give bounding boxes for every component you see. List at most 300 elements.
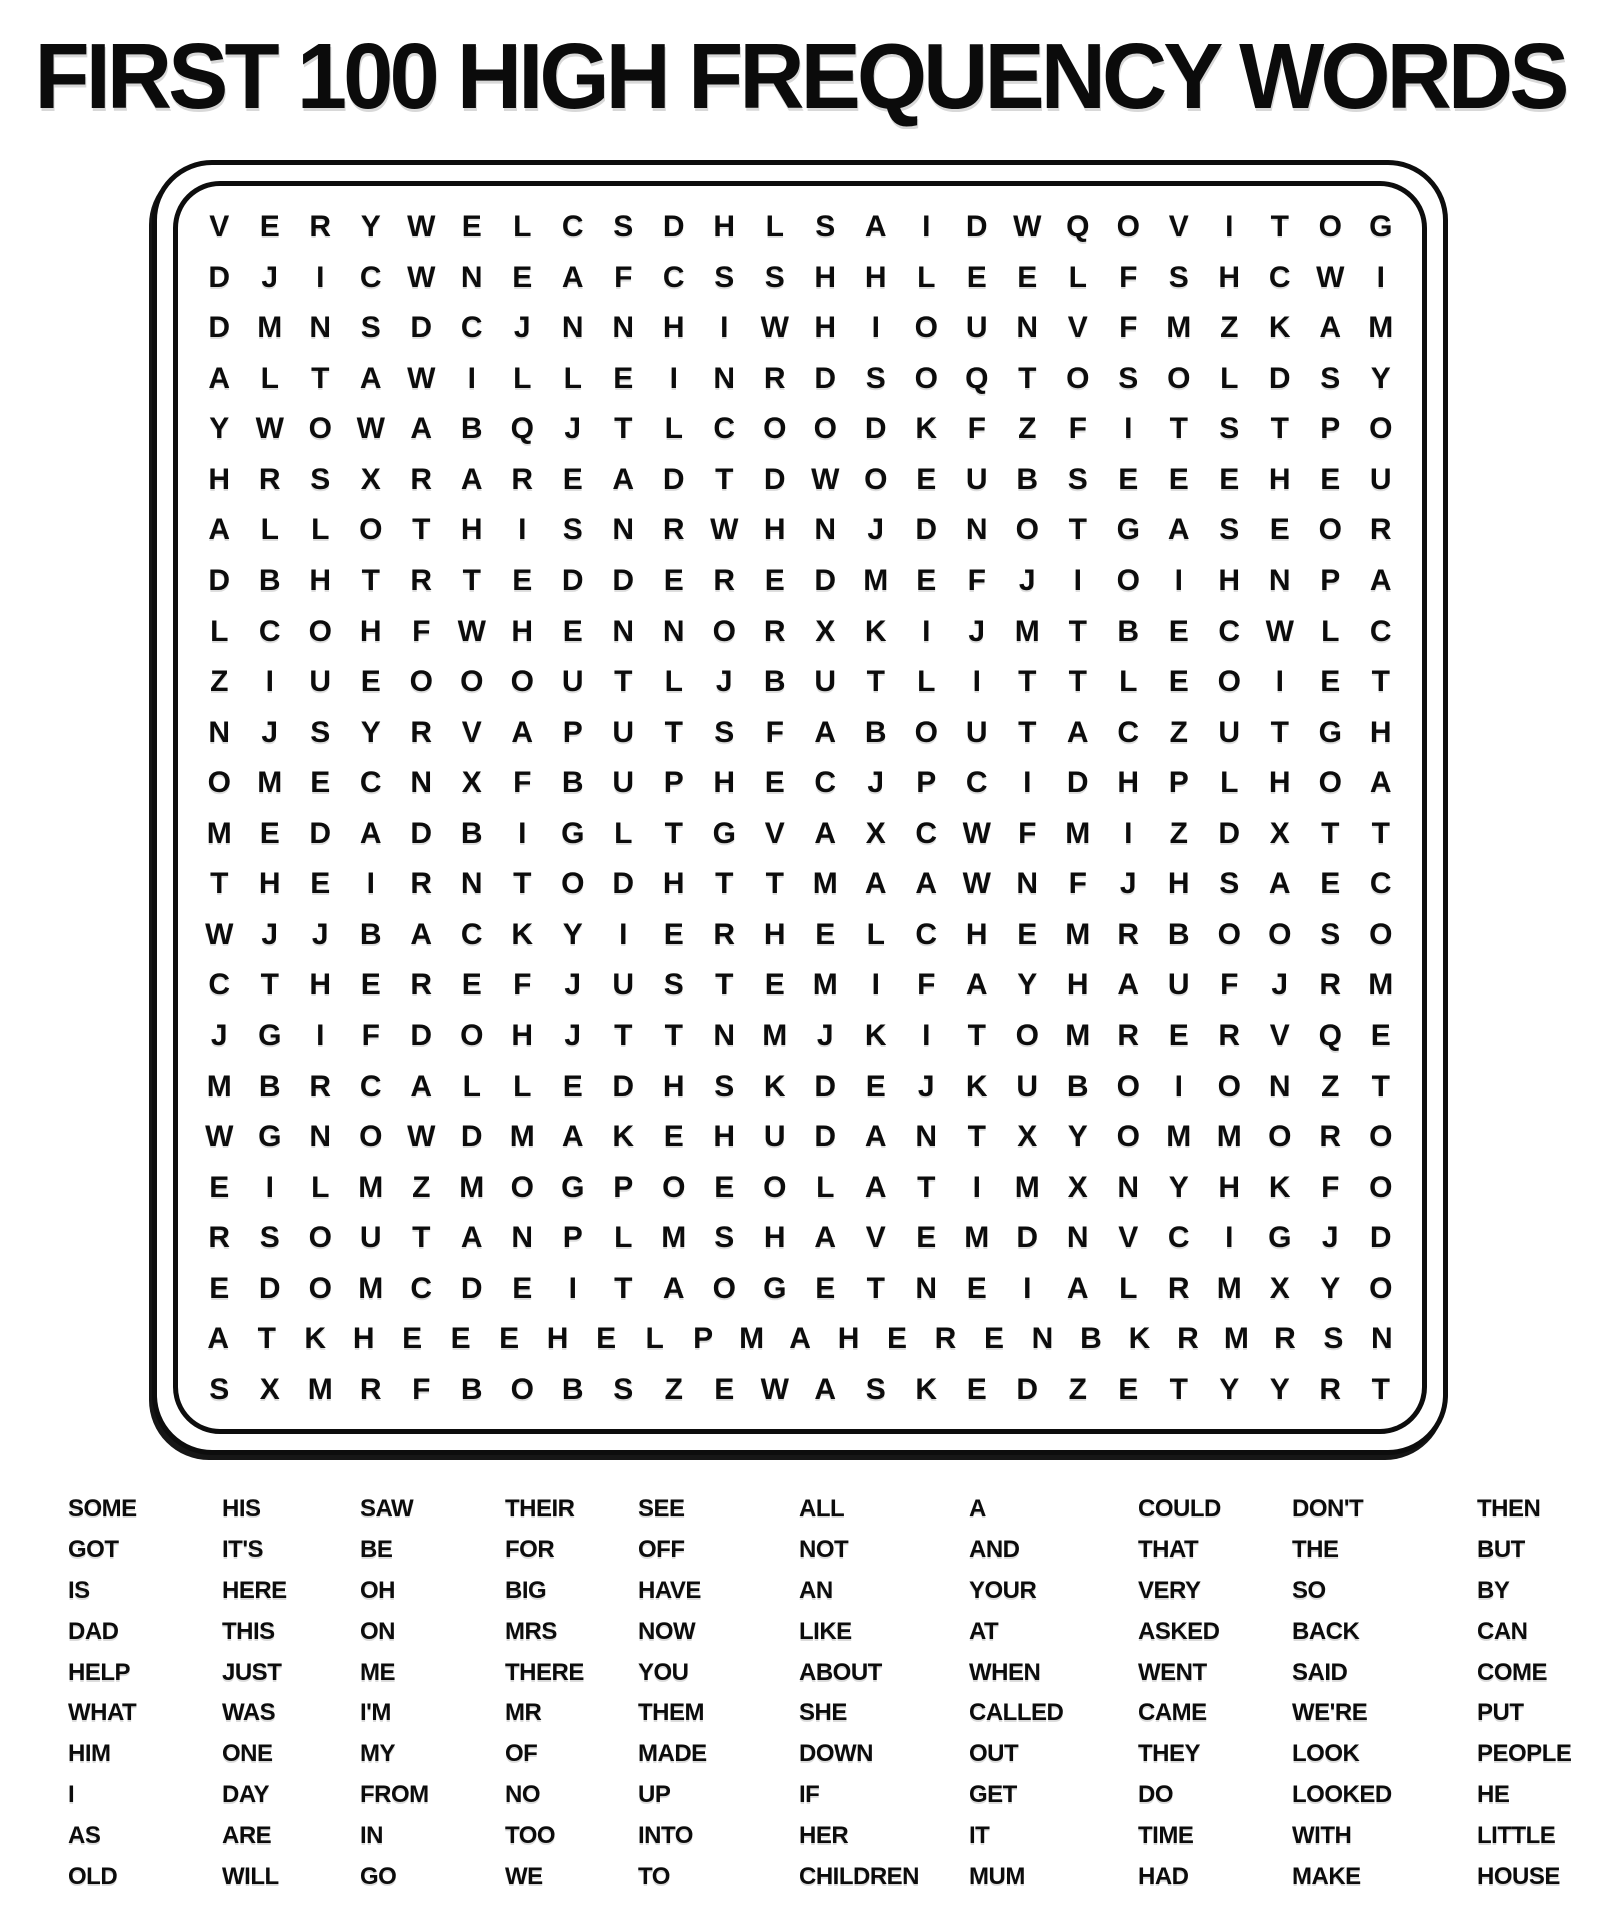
grid-letter: W bbox=[1013, 210, 1042, 243]
grid-letter: E bbox=[310, 766, 331, 800]
grid-letter: O bbox=[510, 1170, 534, 1204]
grid-row bbox=[194, 1324, 1406, 1354]
word-item: HAVE bbox=[638, 1576, 701, 1604]
word-item: HIS bbox=[222, 1495, 261, 1522]
grid-letter: S bbox=[714, 1221, 735, 1255]
grid-letter: A bbox=[814, 1372, 837, 1406]
grid-letter: I bbox=[568, 1271, 577, 1305]
word-column bbox=[1477, 1494, 1571, 1903]
grid-row bbox=[194, 1372, 1406, 1406]
grid-letter: O bbox=[359, 1120, 383, 1154]
word-item: OFF bbox=[638, 1535, 685, 1563]
word-item: AS bbox=[68, 1822, 101, 1850]
word-item: AN bbox=[799, 1576, 833, 1604]
grid-row bbox=[194, 715, 1406, 749]
grid-letter: E bbox=[1269, 513, 1290, 547]
grid-letter: S bbox=[613, 1372, 634, 1406]
grid-letter: T bbox=[664, 715, 683, 749]
grid-letter: C bbox=[713, 412, 736, 446]
grid-letter: E bbox=[714, 1372, 735, 1406]
word-item: COULD bbox=[1138, 1495, 1221, 1522]
grid-row bbox=[194, 515, 1406, 545]
grid-letter: F bbox=[513, 968, 532, 1002]
word-column bbox=[360, 1494, 505, 1903]
grid-letter: C bbox=[814, 766, 837, 800]
grid-letter: O bbox=[914, 311, 938, 345]
grid-letter: I bbox=[518, 513, 527, 547]
grid-letter: X bbox=[815, 614, 836, 648]
grid-letter: M bbox=[1065, 917, 1091, 951]
grid-letter: L bbox=[1220, 361, 1239, 395]
grid-letter: A bbox=[814, 715, 837, 749]
word-item: HIM bbox=[68, 1740, 111, 1768]
grid-row bbox=[194, 667, 1406, 697]
grid-letter: E bbox=[983, 1322, 1004, 1356]
grid-letter: A bbox=[864, 867, 887, 901]
grid-letter: M bbox=[1216, 1271, 1242, 1305]
grid-letter: K bbox=[1268, 1170, 1291, 1204]
grid-letter: L bbox=[513, 361, 532, 395]
grid-letter: W bbox=[407, 361, 436, 395]
word-item: WHEN bbox=[969, 1658, 1041, 1686]
grid-letter: A bbox=[208, 361, 231, 395]
grid-letter: R bbox=[1117, 1019, 1140, 1052]
grid-letter: E bbox=[259, 210, 280, 243]
grid-row bbox=[194, 970, 1406, 1000]
grid-letter: O bbox=[1318, 766, 1342, 800]
grid-letter: E bbox=[562, 1069, 583, 1103]
grid-letter: W bbox=[962, 816, 991, 850]
grid-letter: E bbox=[916, 1221, 937, 1255]
word-item: ME bbox=[360, 1658, 395, 1686]
grid-letter: U bbox=[612, 715, 635, 749]
grid-letter: E bbox=[1320, 867, 1341, 901]
word-item: TO bbox=[638, 1863, 670, 1891]
grid-letter: M bbox=[358, 1170, 384, 1204]
grid-letter: X bbox=[1269, 816, 1290, 850]
word-item: LOOKED bbox=[1292, 1781, 1392, 1809]
grid-letter: B bbox=[1167, 917, 1190, 951]
word-item: WE bbox=[505, 1863, 543, 1891]
grid-letter: Z bbox=[1068, 1372, 1087, 1406]
word-item: NOT bbox=[799, 1535, 849, 1563]
grid-letter: H bbox=[309, 968, 332, 1002]
grid-letter: O bbox=[1217, 1069, 1241, 1103]
grid-letter: B bbox=[864, 715, 887, 749]
grid-letter: M bbox=[206, 816, 232, 850]
grid-letter: R bbox=[309, 1069, 332, 1103]
grid-letter: T bbox=[765, 867, 784, 901]
word-item: LIKE bbox=[799, 1617, 852, 1645]
grid-row bbox=[194, 260, 1406, 294]
grid-letter: I bbox=[265, 665, 274, 699]
grid-letter: R bbox=[1177, 1322, 1199, 1356]
grid-letter: H bbox=[1218, 563, 1241, 597]
grid-letter: M bbox=[661, 1221, 687, 1255]
grid-letter: A bbox=[965, 968, 988, 1002]
grid-letter: H bbox=[662, 1069, 685, 1103]
grid-letter: L bbox=[917, 665, 936, 699]
grid-letter: H bbox=[1268, 462, 1291, 496]
grid-letter: O bbox=[1167, 361, 1191, 395]
grid-letter: T bbox=[311, 361, 330, 395]
grid-letter: B bbox=[561, 1372, 584, 1406]
grid-letter: A bbox=[1369, 766, 1392, 800]
grid-letter: D bbox=[1268, 361, 1291, 395]
grid-letter: M bbox=[762, 1019, 788, 1052]
word-item: ALL bbox=[799, 1495, 845, 1522]
grid-letter: Y bbox=[1067, 1120, 1088, 1154]
grid-letter: Y bbox=[1219, 1372, 1240, 1406]
grid-letter: I bbox=[619, 917, 628, 951]
grid-letter: O bbox=[1015, 513, 1039, 547]
word-item: MY bbox=[360, 1740, 395, 1768]
grid-row bbox=[194, 1069, 1406, 1103]
grid-letter: E bbox=[966, 1271, 987, 1305]
word-item: YOUR bbox=[969, 1576, 1037, 1604]
grid-letter: H bbox=[460, 513, 483, 547]
grid-letter: E bbox=[1320, 462, 1341, 496]
grid-letter: D bbox=[662, 210, 685, 243]
grid-letter: F bbox=[1119, 260, 1138, 294]
grid-letter: T bbox=[361, 563, 380, 597]
grid-letter: N bbox=[410, 766, 433, 800]
grid-letter: G bbox=[561, 816, 585, 850]
grid-letter: F bbox=[1321, 1170, 1340, 1204]
grid-letter: N bbox=[208, 715, 231, 749]
grid-letter: H bbox=[713, 766, 736, 800]
grid-letter: D bbox=[864, 412, 887, 446]
grid-row bbox=[194, 1021, 1406, 1051]
grid-letter: C bbox=[1268, 260, 1291, 294]
grid-letter: E bbox=[402, 1322, 423, 1356]
grid-letter: H bbox=[662, 867, 685, 901]
grid-letter: R bbox=[713, 917, 736, 951]
grid-letter: U bbox=[1016, 1069, 1039, 1103]
word-column bbox=[222, 1494, 360, 1903]
grid-letter: T bbox=[1018, 665, 1037, 699]
grid-letter: S bbox=[1323, 1322, 1344, 1356]
grid-letter: T bbox=[1068, 513, 1087, 547]
word-item: SEE bbox=[638, 1495, 685, 1522]
grid-letter: X bbox=[360, 462, 381, 496]
grid-row bbox=[194, 1271, 1406, 1305]
grid-letter: E bbox=[815, 1271, 836, 1305]
grid-letter: R bbox=[410, 462, 433, 496]
grid-letter: W bbox=[760, 1372, 789, 1406]
grid-letter: O bbox=[914, 361, 938, 395]
grid-letter: I bbox=[1174, 1069, 1183, 1103]
grid-row bbox=[194, 414, 1406, 444]
grid-letter: T bbox=[1371, 1069, 1390, 1103]
grid-letter: K bbox=[612, 1120, 635, 1154]
grid-letter: D bbox=[612, 563, 635, 597]
grid-row bbox=[194, 361, 1406, 395]
grid-letter: R bbox=[1117, 917, 1140, 951]
grid-letter: R bbox=[1319, 968, 1342, 1002]
grid-letter: O bbox=[1268, 917, 1292, 951]
grid-letter: H bbox=[763, 1221, 786, 1255]
grid-letter: H bbox=[258, 867, 281, 901]
grid-letter: L bbox=[664, 412, 683, 446]
grid-letter: F bbox=[1220, 968, 1239, 1002]
word-item: DOWN bbox=[799, 1740, 873, 1768]
grid-letter: A bbox=[460, 1221, 483, 1255]
grid-letter: T bbox=[1270, 715, 1289, 749]
word-column bbox=[1138, 1494, 1292, 1903]
grid-letter: D bbox=[1016, 1372, 1039, 1406]
grid-letter: H bbox=[1268, 766, 1291, 800]
grid-letter: M bbox=[812, 867, 838, 901]
grid-letter: S bbox=[613, 210, 634, 243]
grid-letter: A bbox=[208, 513, 231, 547]
grid-letter: N bbox=[713, 361, 736, 395]
grid-letter: Z bbox=[412, 1170, 431, 1204]
grid-letter: D bbox=[410, 816, 433, 850]
grid-letter: Y bbox=[1370, 361, 1391, 395]
grid-letter: A bbox=[410, 412, 433, 446]
grid-letter: S bbox=[663, 968, 684, 1002]
word-item: THIS bbox=[222, 1617, 275, 1645]
word-item: VERY bbox=[1138, 1576, 1201, 1604]
grid-letter: W bbox=[760, 311, 789, 345]
grid-letter: V bbox=[764, 816, 785, 850]
grid-letter: O bbox=[914, 715, 938, 749]
grid-letter: D bbox=[763, 462, 786, 496]
grid-letter: D bbox=[1066, 766, 1089, 800]
grid-letter: O bbox=[460, 665, 484, 699]
grid-letter: A bbox=[561, 260, 584, 294]
grid-letter: O bbox=[359, 513, 383, 547]
grid-letter: T bbox=[513, 867, 532, 901]
grid-letter: D bbox=[662, 462, 685, 496]
grid-row bbox=[194, 1122, 1406, 1152]
grid-letter: E bbox=[663, 563, 684, 597]
grid-letter: U bbox=[612, 766, 635, 800]
grid-letter: E bbox=[360, 665, 381, 699]
grid-letter: B bbox=[561, 766, 584, 800]
grid-letter: B bbox=[258, 1069, 281, 1103]
grid-letter: X bbox=[865, 816, 886, 850]
word-item: NOW bbox=[638, 1617, 696, 1645]
grid-letter: W bbox=[1316, 260, 1345, 294]
grid-letter: M bbox=[1368, 968, 1394, 1002]
grid-letter: W bbox=[205, 917, 234, 951]
grid-letter: P bbox=[693, 1322, 714, 1356]
word-item: HER bbox=[799, 1822, 849, 1850]
word-item: SOME bbox=[68, 1495, 137, 1522]
grid-letter: U bbox=[814, 665, 837, 699]
grid-letter: L bbox=[260, 361, 279, 395]
grid-letter: U bbox=[612, 968, 635, 1002]
grid-letter: N bbox=[612, 311, 635, 345]
grid-letter: D bbox=[208, 563, 231, 597]
grid-letter: T bbox=[967, 1120, 986, 1154]
grid-letter: S bbox=[209, 1372, 230, 1406]
grid-letter: U bbox=[965, 311, 988, 345]
grid-letter: O bbox=[1369, 1170, 1393, 1204]
grid-letter: R bbox=[763, 614, 786, 648]
word-item: WITH bbox=[1292, 1822, 1352, 1850]
grid-letter: F bbox=[1018, 816, 1037, 850]
grid-letter: T bbox=[715, 867, 734, 901]
grid-row bbox=[194, 313, 1406, 343]
grid-letter: T bbox=[412, 1221, 431, 1255]
grid-letter: O bbox=[1217, 917, 1241, 951]
grid-letter: Z bbox=[1321, 1069, 1340, 1103]
grid-letter: E bbox=[1168, 462, 1189, 496]
grid-letter: Q bbox=[510, 412, 534, 446]
grid-letter: A bbox=[814, 816, 837, 850]
grid-letter: X bbox=[1269, 1271, 1290, 1305]
grid-letter: A bbox=[1167, 513, 1190, 547]
grid-letter: W bbox=[356, 412, 385, 446]
grid-letter: E bbox=[815, 917, 836, 951]
word-item: THEY bbox=[1138, 1740, 1201, 1768]
word-item: THERE bbox=[505, 1658, 584, 1686]
grid-letter: P bbox=[916, 766, 937, 800]
grid-letter: E bbox=[613, 361, 634, 395]
grid-letter: R bbox=[511, 462, 534, 496]
grid-letter: J bbox=[867, 513, 885, 547]
grid-letter: C bbox=[1218, 614, 1241, 648]
grid-letter: N bbox=[1031, 1322, 1054, 1356]
word-item: ARE bbox=[222, 1822, 272, 1850]
grid-letter: W bbox=[457, 614, 486, 648]
grid-letter: J bbox=[917, 1069, 935, 1103]
word-column bbox=[1292, 1494, 1477, 1903]
grid-letter: O bbox=[1116, 210, 1140, 243]
grid-letter: H bbox=[359, 614, 382, 648]
grid-letter: L bbox=[563, 361, 582, 395]
grid-letter: A bbox=[511, 715, 534, 749]
grid-letter: E bbox=[360, 968, 381, 1002]
grid-letter: C bbox=[258, 614, 281, 648]
grid-letter: F bbox=[614, 260, 633, 294]
grid-letter: A bbox=[410, 917, 433, 951]
grid-letter: V bbox=[461, 715, 482, 749]
grid-letter: D bbox=[612, 867, 635, 901]
grid-letter: S bbox=[764, 260, 785, 294]
grid-letter: O bbox=[1369, 917, 1393, 951]
grid-letter: H bbox=[965, 917, 988, 951]
grid-letter: M bbox=[1166, 311, 1192, 345]
grid-letter: A bbox=[789, 1322, 811, 1356]
grid-letter: Z bbox=[1169, 715, 1188, 749]
grid-letter: B bbox=[359, 917, 382, 951]
grid-letter: L bbox=[614, 816, 633, 850]
grid-letter: Y bbox=[1269, 1372, 1290, 1406]
word-item: CAN bbox=[1477, 1617, 1528, 1645]
grid-letter: L bbox=[765, 210, 784, 243]
word-item: YOU bbox=[638, 1658, 689, 1686]
grid-letter: I bbox=[1225, 210, 1234, 243]
grid-letter: N bbox=[309, 311, 332, 345]
grid-letter: R bbox=[1369, 513, 1392, 547]
grid-letter: W bbox=[811, 462, 840, 496]
grid-letter: C bbox=[1167, 1221, 1190, 1255]
grid-letter: C bbox=[561, 210, 584, 243]
grid-letter: E bbox=[512, 260, 533, 294]
grid-letter: R bbox=[208, 1221, 231, 1255]
word-item: FOR bbox=[505, 1535, 555, 1563]
grid-letter: T bbox=[462, 563, 481, 597]
grid-letter: A bbox=[612, 462, 635, 496]
grid-letter: A bbox=[1319, 311, 1342, 345]
grid-letter: X bbox=[1017, 1120, 1038, 1154]
grid-letter: P bbox=[613, 1170, 634, 1204]
grid-letter: E bbox=[714, 1170, 735, 1204]
word-item: IT bbox=[969, 1822, 990, 1850]
grid-letter: S bbox=[714, 260, 735, 294]
grid-letter: C bbox=[662, 260, 685, 294]
grid-letter: S bbox=[1219, 513, 1240, 547]
grid-letter: N bbox=[1371, 1322, 1393, 1356]
grid-letter: S bbox=[1320, 361, 1341, 395]
grid-letter: O bbox=[1116, 1069, 1140, 1103]
grid-letter: M bbox=[1014, 1170, 1040, 1204]
grid-letter: N bbox=[1016, 311, 1039, 345]
grid-letter: Z bbox=[664, 1372, 683, 1406]
grid-letter: G bbox=[1116, 513, 1140, 547]
grid-letter: I bbox=[518, 816, 527, 850]
grid-row bbox=[194, 816, 1406, 850]
grid-letter: E bbox=[512, 563, 533, 597]
grid-letter: A bbox=[915, 867, 938, 901]
grid-letter: K bbox=[864, 1019, 887, 1052]
grid-letter: O bbox=[1015, 1019, 1039, 1052]
grid-letter: S bbox=[562, 513, 583, 547]
grid-letter: Z bbox=[210, 665, 229, 699]
word-item: BUT bbox=[1477, 1535, 1525, 1563]
grid-letter: O bbox=[1369, 1271, 1393, 1305]
grid-letter: O bbox=[1369, 412, 1393, 446]
grid-letter: S bbox=[259, 1221, 280, 1255]
grid-letter: E bbox=[1017, 917, 1038, 951]
grid-letter: W bbox=[407, 210, 436, 243]
grid-letter: U bbox=[763, 1120, 786, 1154]
word-item: LITTLE bbox=[1477, 1822, 1556, 1850]
grid-letter: T bbox=[412, 513, 431, 547]
grid-letter: U bbox=[965, 715, 988, 749]
grid-letter: B bbox=[258, 563, 281, 597]
word-column bbox=[505, 1494, 638, 1903]
grid-letter: E bbox=[562, 462, 583, 496]
grid-letter: R bbox=[713, 563, 736, 597]
word-item: FROM bbox=[360, 1781, 429, 1809]
grid-letter: V bbox=[1118, 1221, 1139, 1255]
grid-letter: I bbox=[1174, 563, 1183, 597]
grid-letter: O bbox=[308, 1221, 332, 1255]
grid-letter: I bbox=[1124, 816, 1133, 850]
grid-letter: R bbox=[662, 513, 685, 547]
grid-letter: V bbox=[865, 1221, 886, 1255]
grid-letter: A bbox=[864, 210, 887, 243]
grid-letter: E bbox=[887, 1322, 908, 1356]
grid-letter: L bbox=[1068, 260, 1087, 294]
grid-letter: M bbox=[1216, 1120, 1242, 1154]
grid-row bbox=[194, 1223, 1406, 1253]
grid-letter: T bbox=[917, 1170, 936, 1204]
grid-letter: E bbox=[1168, 1019, 1189, 1052]
grid-letter: N bbox=[1016, 867, 1039, 901]
grid-letter: H bbox=[208, 462, 231, 496]
word-item: HAD bbox=[1138, 1863, 1189, 1891]
grid-letter: P bbox=[1320, 412, 1341, 446]
word-item: WILL bbox=[222, 1863, 279, 1891]
grid-letter: O bbox=[662, 1170, 686, 1204]
grid-letter: Y bbox=[1168, 1170, 1189, 1204]
